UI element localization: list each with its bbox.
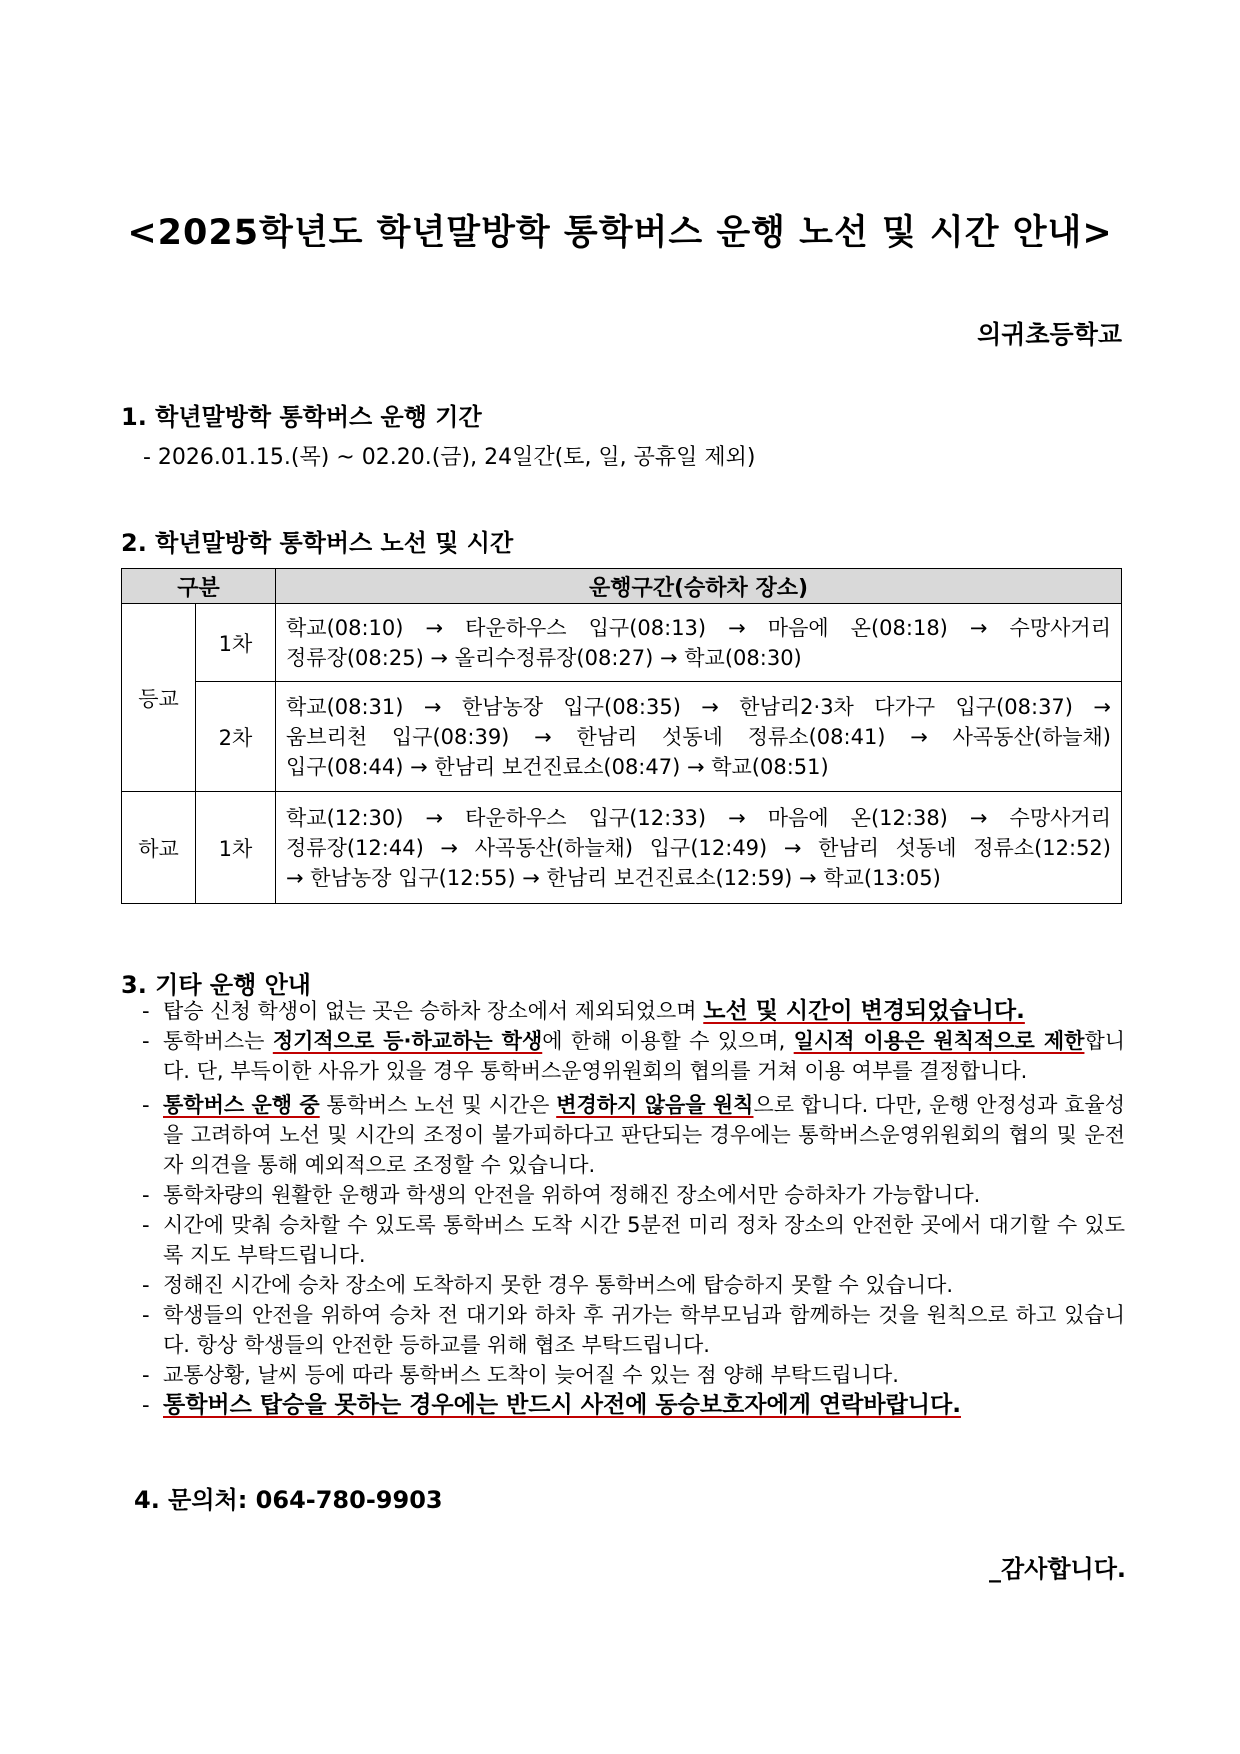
notice-item: - 통학버스 탑승을 못하는 경우에는 반드시 사전에 동승보호자에게 연락바랍니다. [142,1392,961,1418]
trip-label: 1차 [196,604,276,682]
notice-emphasis: 통학버스 탑승을 못하는 경우에는 반드시 사전에 동승보호자에게 연락바랍니다. [163,1392,961,1418]
notice-item: - 교통상황, 날씨 등에 따라 통학버스 도착이 늦어질 수 있는 점 양해 부탁드립니다. [142,1363,899,1387]
route-line: 움브리천 입구(08:39) → 한남리 섯동네 정류소(08:41) → 사곡동산(하늘채) [286,724,1111,749]
route-line: → 한남농장 입구(12:55) → 한남리 보건진료소(12:59) → 학교(13:05) [286,865,941,890]
route-line: 정류장(08:25) → 올리수정류장(08:27) → 학교(08:30) [286,645,802,670]
page-title: <2025학년도 학년말방학 통학버스 운행 노선 및 시간 안내> [127,213,1113,253]
section-1-heading: 1. 학년말방학 통학버스 운행 기간 [121,403,482,431]
table-row [122,682,1122,792]
notice-text: 탑승 신청 학생이 없는 곳은 승하차 장소에서 제외되었으며 [163,999,704,1023]
route-line: 학교(12:30) → 타운하우스 입구(12:33) → 마음에 온(12:38) → 수망사거리 [286,805,1111,830]
operation-period: - 2026.01.15.(목) ~ 02.20.(금), 24일간(토, 일, 공휴일 제외) [143,445,756,470]
notice-text: 합니다. 단, 부득이한 사유가 있을 경우 통학버스운영위원회의 협의를 거쳐 이용 여부를 결정합니다. [163,1029,1126,1083]
school-name: 의귀초등학교 [977,320,1122,349]
route-line: 입구(08:44) → 한남리 보건진료소(08:47) → 학교(08:51) [286,754,829,779]
notice-item: - 통학버스는 정기적으로 등·하교하는 학생에 한해 이용할 수 있으며, 일시적 이용은 원칙적으로 제한합니다. 단, 부득이한 사유가 있을 경우 통학버스운영위원회의 협의를 거쳐 이용 여부를 결정합니다. [142,1029,1126,1083]
notice-text: 통학차량의 원활한 운행과 학생의 안전을 위하여 정해진 장소에서만 승하차가 가능합니다. [163,1183,981,1207]
group-to-school: 등교 [122,604,196,792]
group-from-school: 하교 [122,792,196,904]
contact-info: 4. 문의처: 064-780-9903 [134,1486,443,1514]
notice-item: - 탑승 신청 학생이 없는 곳은 승하차 장소에서 제외되었으며 노선 및 시간이 변경되었습니다. [142,998,1025,1024]
notice-text: 시간에 맞춰 승차할 수 있도록 통학버스 도착 시간 5분전 미리 정차 장소의 안전한 곳에서 대기할 수 있도록 지도 부탁드립니다. [163,1213,1125,1267]
notice-list [138,996,1125,1420]
trip-label: 2차 [196,682,276,792]
notice-item: - 학생들의 안전을 위하여 승차 전 대기와 하차 후 귀가는 학부모님과 함께하는 것을 원칙으로 하고 있습니다. 항상 학생들의 안전한 등하교를 위해 협조 부탁드립니다. [142,1303,1125,1357]
notice-emphasis: 통학버스 운행 중 [163,1093,320,1117]
route-line: 정류장(12:44) → 사곡동산(하늘채) 입구(12:49) → 한남리 섯동네 정류소(12:52) [286,835,1111,860]
table-header-row [122,569,1122,604]
notice-item: - 통학버스 운행 중 통학버스 노선 및 시간은 변경하지 않음을 원칙으로 합니다. 다만, 운행 안정성과 효율성을 고려하여 노선 및 시간의 조정이 불가피하다고 판단되는 경우에는 통학버스운영위원회의 협의 및 운전자 의견을 통해 예외적으로 조정할 수 있습니다. [142,1093,1126,1177]
notice-text: 통학버스 노선 및 시간은 [319,1093,557,1117]
header-route: 운행구간(승하차 장소) [276,569,1122,604]
notice-emphasis: 일시적 이용은 원칙적으로 제한 [793,1029,1085,1053]
notice-emphasis: 변경하지 않음을 원칙 [556,1093,754,1117]
route-cell [276,792,1122,904]
route-line: 학교(08:10) → 타운하우스 입구(08:13) → 마음에 온(08:18) → 수망사거리 [286,615,1111,640]
bus-route-table [121,568,1122,904]
notice-text: 정해진 시간에 승차 장소에 도착하지 못한 경우 통학버스에 탑승하지 못할 수 있습니다. [163,1273,954,1297]
notice-text: 학생들의 안전을 위하여 승차 전 대기와 하차 후 귀가는 학부모님과 함께하는 것을 원칙으로 하고 있습니다. 항상 학생들의 안전한 등하교를 위해 협조 부탁드립니다. [163,1303,1125,1357]
notice-item: - 정해진 시간에 승차 장소에 도착하지 못한 경우 통학버스에 탑승하지 못할 수 있습니다. [142,1273,954,1297]
table-row [122,792,1122,904]
notice-emphasis: 정기적으로 등·하교하는 학생 [272,1029,543,1053]
route-cell [276,682,1122,792]
notice-emphasis: 노선 및 시간이 변경되었습니다. [703,998,1025,1024]
notice-text: 에 한해 이용할 수 있으며, [542,1029,794,1053]
notice-item: - 통학차량의 원활한 운행과 학생의 안전을 위하여 정해진 장소에서만 승하차가 가능합니다. [142,1183,981,1207]
closing-text: _감사합니다. [988,1555,1126,1583]
header-category: 구분 [122,569,276,604]
trip-label: 1차 [196,792,276,904]
notice-text: 으로 합니다. 다만, 운행 안정성과 효율성을 고려하여 노선 및 시간의 조정이 불가피하다고 판단되는 경우에는 통학버스운영위원회의 협의 및 운전자 의견을 통해 예외적으로 조정할 수 있습니다. [163,1093,1126,1177]
notice-item: - 시간에 맞춰 승차할 수 있도록 통학버스 도착 시간 5분전 미리 정차 장소의 안전한 곳에서 대기할 수 있도록 지도 부탁드립니다. [142,1213,1125,1267]
route-line: 학교(08:31) → 한남농장 입구(08:35) → 한남리2·3차 다가구 입구(08:37) → [286,694,1111,719]
section-3-heading: 3. 기타 운행 안내 [121,971,311,999]
notice-text: 통학버스는 [163,1029,273,1053]
table-row [122,604,1122,682]
notice-text: 교통상황, 날씨 등에 따라 통학버스 도착이 늦어질 수 있는 점 양해 부탁드립니다. [163,1363,899,1387]
route-cell [276,604,1122,682]
section-2-heading: 2. 학년말방학 통학버스 노선 및 시간 [121,529,514,557]
